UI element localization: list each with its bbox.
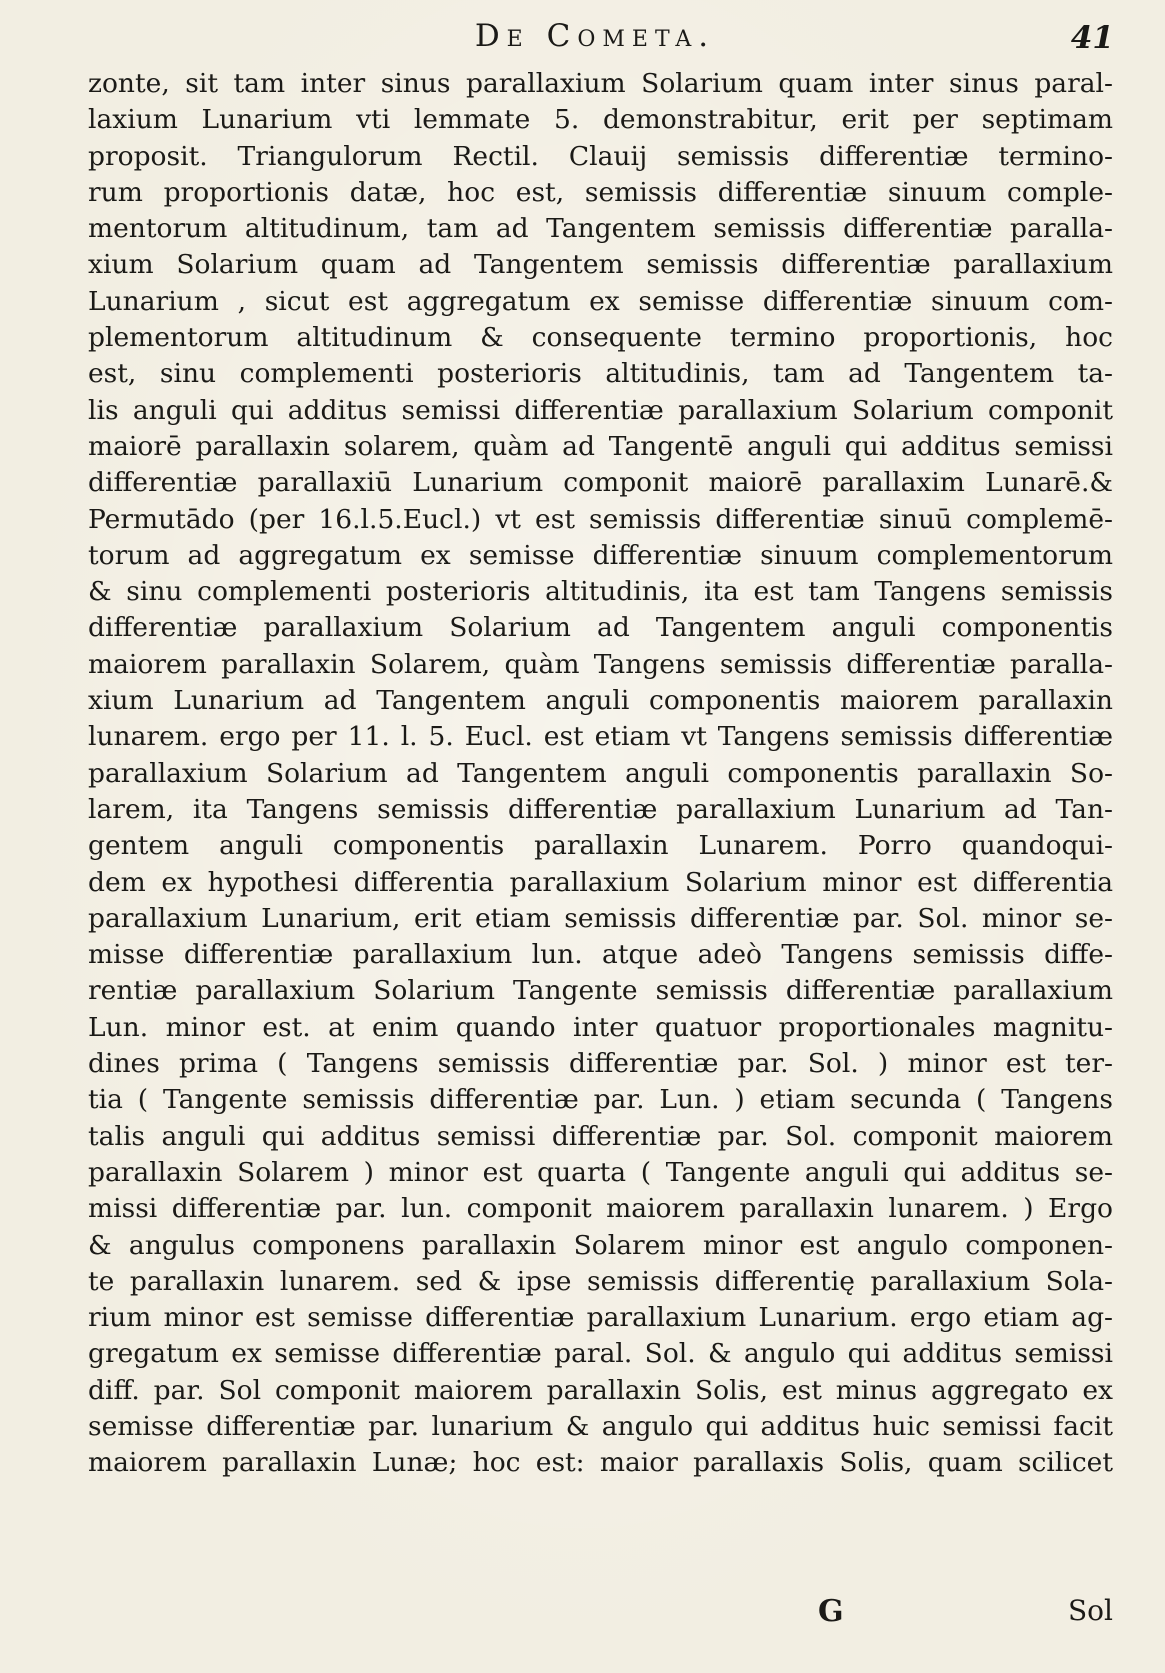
text-line: rum proportionis datæ, hoc est, semissis differentiæ sinuum comple- <box>88 176 1113 208</box>
text-line: parallaxium Lunarium, erit etiam semissis differentiæ par. Sol. minor se- <box>88 902 1113 934</box>
text-line: misse differentiæ parallaxium lun. atque adeò Tangens semissis diffe- <box>88 939 1113 971</box>
text-line: Lun. minor est. at enim quando inter quatuor proportionales magnitu- <box>88 1011 1113 1043</box>
text-line: missi differentiæ par. lun. componit maiorem parallaxin lunarem. ) Ergo <box>88 1193 1113 1225</box>
text-line: & sinu complementi posterioris altitudinis, ita est tam Tangens semissis <box>88 576 1113 608</box>
text-line: differentiæ parallaxium Solarium ad Tangentem anguli componentis <box>88 612 1113 644</box>
page-header <box>70 18 1120 58</box>
text-line: lis anguli qui additus semissi differentiæ parallaxium Solarium componit <box>88 394 1113 426</box>
text-line: tia ( Tangente semissis differentiæ par. Lun. ) etiam secunda ( Tangens <box>88 1084 1113 1116</box>
text-line: maiorem parallaxin Solarem, quàm Tangens semissis differentiæ paralla- <box>88 648 1113 680</box>
text-line: & angulus componens parallaxin Solarem minor est angulo componen- <box>88 1229 1113 1261</box>
text-line: gentem anguli componentis parallaxin Lunarem. Porro quandoqui- <box>88 830 1113 862</box>
text-line: xium Solarium quam ad Tangentem semissis differentiæ parallaxium <box>88 249 1113 281</box>
text-line: torum ad aggregatum ex semisse differentiæ sinuum complementorum <box>88 539 1113 571</box>
text-line: proposit. Triangulorum Rectil. Clauij semissis differentiæ termino- <box>88 140 1113 172</box>
text-line: Permutādo (per 16.l.5.Eucl.) vt est semissis differentiæ sinuū complemē- <box>88 503 1113 535</box>
text-line: maiorem parallaxin Lunæ; hoc est: maior parallaxis Solis, quam scilicet <box>88 1447 1113 1479</box>
catchword: Sol <box>1068 1594 1113 1627</box>
text-line: parallaxium Solarium ad Tangentem anguli componentis parallaxin So- <box>88 757 1113 789</box>
text-line: gregatum ex semisse differentiæ paral. Sol. & angulo qui additus semissi <box>88 1338 1113 1370</box>
text-line: parallaxin Solarem ) minor est quarta ( Tangente anguli qui additus se- <box>88 1156 1113 1188</box>
text-line: dines prima ( Tangens semissis differentiæ par. Sol. ) minor est ter- <box>88 1048 1113 1080</box>
signature-mark: G <box>818 1594 844 1629</box>
text-line: laxium Lunarium vti lemmate 5. demonstrabitur, erit per septimam <box>88 104 1113 136</box>
text-line: larem, ita Tangens semissis differentiæ parallaxium Lunarium ad Tan- <box>88 793 1113 825</box>
text-line: lunarem. ergo per 11. l. 5. Eucl. est etiam vt Tangens semissis differentiæ <box>88 721 1113 753</box>
text-line: Lunarium , sicut est aggregatum ex semisse differentiæ sinuum com- <box>88 285 1113 317</box>
text-line: talis anguli qui additus semissi differentiæ par. Sol. componit maiorem <box>88 1120 1113 1152</box>
text-line: plementorum altitudinum & consequente termino proportionis, hoc <box>88 322 1113 354</box>
text-line: rium minor est semisse differentiæ parallaxium Lunarium. ergo etiam ag- <box>88 1302 1113 1334</box>
text-line: semisse differentiæ par. lunarium & angulo qui additus huic semissi facit <box>88 1410 1113 1442</box>
text-line: rentiæ parallaxium Solarium Tangente semissis differentiæ parallaxium <box>88 975 1113 1007</box>
body-text <box>88 66 1113 1482</box>
text-line: diff. par. Sol componit maiorem parallaxin Solis, est minus aggregato ex <box>88 1374 1113 1406</box>
text-line: dem ex hypothesi differentia parallaxium Solarium minor est differentia <box>88 866 1113 898</box>
text-line: differentiæ parallaxiū Lunarium componit maiorē parallaxim Lunarē.& <box>88 467 1113 499</box>
page-number: 41 <box>1070 20 1114 56</box>
text-line: xium Lunarium ad Tangentem anguli componentis maiorem parallaxin <box>88 685 1113 717</box>
running-title: De Cometa. <box>474 18 716 54</box>
page-footer <box>88 1594 1113 1634</box>
text-line: zonte, sit tam inter sinus parallaxium Solarium quam inter sinus paral- <box>88 68 1113 99</box>
text-line: maiorē parallaxin solarem, quàm ad Tangentē anguli qui additus semissi <box>88 430 1113 462</box>
text-line: mentorum altitudinum, tam ad Tangentem semissis differentiæ paralla- <box>88 213 1113 245</box>
text-line: est, sinu complementi posterioris altitudinis, tam ad Tangentem ta- <box>88 358 1113 390</box>
text-line: te parallaxin lunarem. sed & ipse semissis differentię parallaxium Sola- <box>88 1265 1113 1297</box>
